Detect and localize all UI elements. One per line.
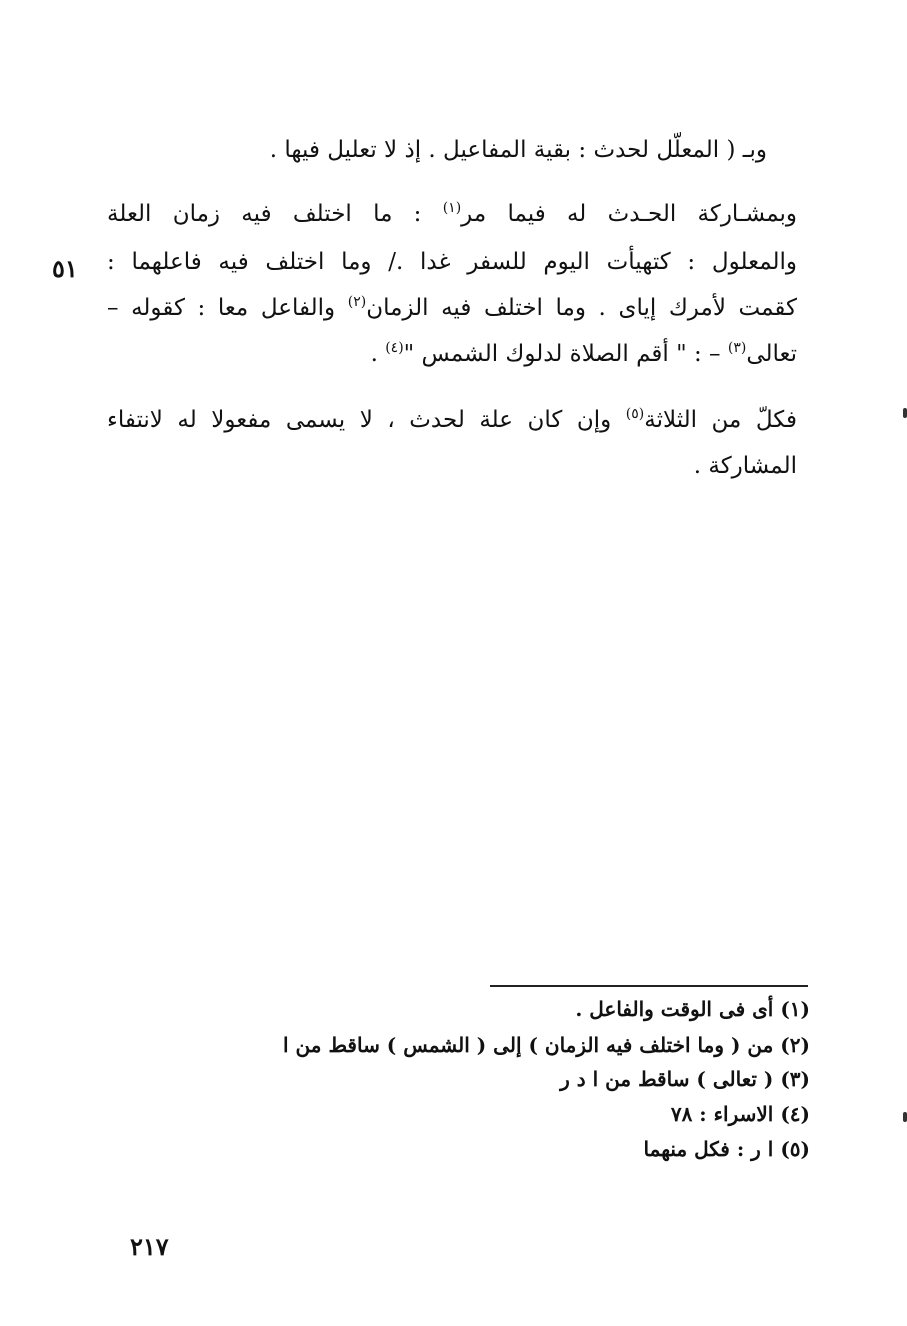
text-line — [107, 198, 797, 230]
line-text: . — [370, 341, 386, 367]
text-line — [107, 292, 797, 324]
page-number: ٢١٧ — [130, 1232, 169, 1261]
margin-page-number: ٥١ — [52, 254, 78, 283]
line-text: وبـ ( المعلّل لحدث : بقية المفاعيل . إذ لا تعليل فيها . — [269, 137, 767, 163]
text-line — [694, 450, 797, 482]
line-text: والفاعل معا : كقوله – — [107, 295, 348, 321]
footnote: (٤) الاسراء : ٧٨ — [670, 1102, 810, 1126]
line-text: – : " أقم الصلاة لدلوك الشمس " — [403, 341, 728, 367]
line-text: وبمشـاركة الحـدث له فيما مر — [461, 201, 798, 227]
line-text: : ما اختلف فيه زمان العلة — [107, 201, 443, 227]
footnote: (٣) ( تعالى ) ساقط من ا د ر — [560, 1067, 810, 1091]
line-text: والمعلول : كتهيأت اليوم للسفر غدا ./ وما اختلف فيه فاعلهما : — [107, 249, 797, 275]
text-line — [270, 134, 767, 166]
footnote-divider — [490, 985, 808, 987]
footnote-ref: (٤) — [385, 340, 404, 356]
footnote-ref: (٥) — [625, 406, 645, 422]
text-line — [107, 404, 797, 436]
line-text: وإن كان علة لحدث ، لا يسمى مفعولا له لانتفاء — [107, 407, 626, 433]
footnote: (٢) من ( وما اختلف فيه الزمان ) إلى ( الشمس ) ساقط من ا — [283, 1033, 810, 1057]
footnote: (٥) ا ر : فكل منهما — [643, 1137, 810, 1161]
line-text: فكلّ من الثلاثة — [644, 407, 797, 433]
line-text: كقمت لأمرك إياى . وما اختلف فيه الزمان — [366, 295, 797, 321]
line-text: تعالى — [746, 341, 797, 367]
footnote-ref: (١) — [442, 200, 462, 216]
footnote: (١) أى فى الوقت والفاعل . — [575, 997, 810, 1021]
footnote-ref: (٣) — [727, 340, 747, 356]
scan-mark — [903, 408, 907, 418]
line-text: المشاركة . — [693, 453, 797, 479]
scan-mark — [903, 1112, 907, 1122]
text-line — [371, 338, 797, 370]
footnote-ref: (٢) — [347, 294, 367, 310]
text-line — [107, 246, 797, 278]
